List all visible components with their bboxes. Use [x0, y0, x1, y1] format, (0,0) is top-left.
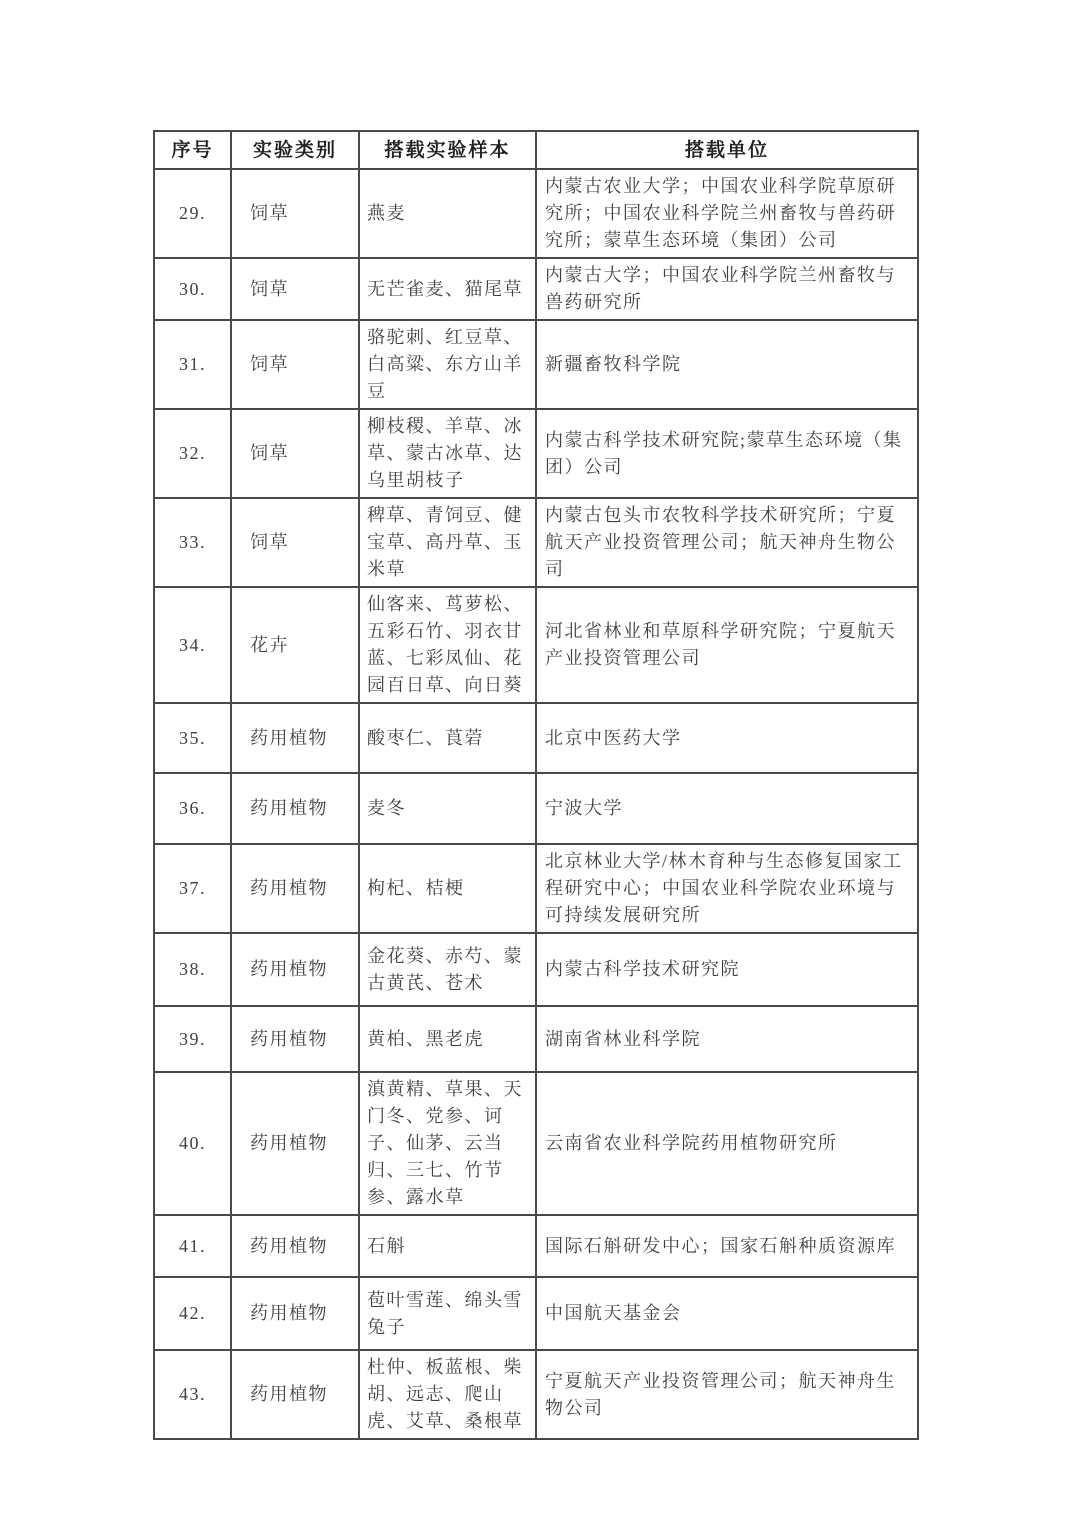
cell-experiment-category: 药用植物 [231, 1215, 359, 1277]
table-body [154, 169, 918, 1439]
cell-serial-number: 39. [154, 1006, 231, 1072]
cell-serial-number: 31. [154, 320, 231, 409]
cell-experiment-category: 饲草 [231, 258, 359, 320]
cell-samples: 仙客来、茑萝松、五彩石竹、羽衣甘蓝、七彩凤仙、花园百日草、向日葵 [359, 587, 536, 703]
cell-serial-number: 32. [154, 409, 231, 498]
cell-units: 河北省林业和草原科学研究院；宁夏航天产业投资管理公司 [536, 587, 918, 703]
table-row [154, 1215, 918, 1277]
column-header-units: 搭载单位 [536, 131, 918, 169]
cell-units: 内蒙古包头市农牧科学技术研究所；宁夏航天产业投资管理公司；航天神舟生物公司 [536, 498, 918, 587]
table-row [154, 844, 918, 933]
cell-samples: 枸杞、桔梗 [359, 844, 536, 933]
table-row [154, 1006, 918, 1072]
cell-samples: 酸枣仁、莨菪 [359, 703, 536, 773]
cell-samples: 稗草、青饲豆、健宝草、高丹草、玉米草 [359, 498, 536, 587]
cell-experiment-category: 花卉 [231, 587, 359, 703]
cell-experiment-category: 药用植物 [231, 1006, 359, 1072]
table-row [154, 320, 918, 409]
cell-experiment-category: 饲草 [231, 498, 359, 587]
cell-serial-number: 29. [154, 169, 231, 258]
cell-serial-number: 38. [154, 933, 231, 1006]
cell-units: 新疆畜牧科学院 [536, 320, 918, 409]
cell-samples: 燕麦 [359, 169, 536, 258]
cell-units: 云南省农业科学院药用植物研究所 [536, 1072, 918, 1215]
cell-serial-number: 37. [154, 844, 231, 933]
cell-units: 国际石斛研发中心；国家石斛种质资源库 [536, 1215, 918, 1277]
cell-samples: 滇黄精、草果、天门冬、党参、诃子、仙茅、云当归、三七、竹节参、露水草 [359, 1072, 536, 1215]
cell-samples: 无芒雀麦、猫尾草 [359, 258, 536, 320]
cell-samples: 黄柏、黑老虎 [359, 1006, 536, 1072]
header-row [154, 131, 918, 169]
cell-serial-number: 40. [154, 1072, 231, 1215]
cell-units: 湖南省林业科学院 [536, 1006, 918, 1072]
column-header-samples: 搭载实验样本 [359, 131, 536, 169]
cell-units: 北京中医药大学 [536, 703, 918, 773]
cell-serial-number: 34. [154, 587, 231, 703]
cell-serial-number: 42. [154, 1277, 231, 1350]
table-row [154, 773, 918, 844]
cell-experiment-category: 药用植物 [231, 1350, 359, 1439]
cell-units: 宁波大学 [536, 773, 918, 844]
cell-serial-number: 43. [154, 1350, 231, 1439]
cell-experiment-category: 药用植物 [231, 933, 359, 1006]
cell-experiment-category: 饲草 [231, 320, 359, 409]
cell-experiment-category: 饲草 [231, 409, 359, 498]
cell-serial-number: 41. [154, 1215, 231, 1277]
cell-experiment-category: 药用植物 [231, 844, 359, 933]
cell-serial-number: 36. [154, 773, 231, 844]
cell-serial-number: 35. [154, 703, 231, 773]
cell-samples: 杜仲、板蓝根、柴胡、远志、爬山虎、艾草、桑根草 [359, 1350, 536, 1439]
cell-experiment-category: 药用植物 [231, 703, 359, 773]
cell-units: 宁夏航天产业投资管理公司；航天神舟生物公司 [536, 1350, 918, 1439]
cell-units: 中国航天基金会 [536, 1277, 918, 1350]
cell-samples: 苞叶雪莲、绵头雪兔子 [359, 1277, 536, 1350]
cell-experiment-category: 饲草 [231, 169, 359, 258]
cell-serial-number: 30. [154, 258, 231, 320]
cell-samples: 麦冬 [359, 773, 536, 844]
table-row [154, 409, 918, 498]
payload-table [153, 130, 919, 1440]
table-row [154, 1350, 918, 1439]
column-header-serial-number: 序号 [154, 131, 231, 169]
cell-experiment-category: 药用植物 [231, 1072, 359, 1215]
cell-samples: 柳枝稷、羊草、冰草、蒙古冰草、达乌里胡枝子 [359, 409, 536, 498]
cell-serial-number: 33. [154, 498, 231, 587]
cell-units: 内蒙古农业大学；中国农业科学院草原研究所；中国农业科学院兰州畜牧与兽药研究所；蒙草生态环境（集团）公司 [536, 169, 918, 258]
table-row [154, 1277, 918, 1350]
cell-samples: 金花葵、赤芍、蒙古黄芪、苍术 [359, 933, 536, 1006]
table-row [154, 587, 918, 703]
cell-experiment-category: 药用植物 [231, 1277, 359, 1350]
cell-samples: 石斛 [359, 1215, 536, 1277]
table-row [154, 169, 918, 258]
table-row [154, 1072, 918, 1215]
column-header-experiment-category: 实验类别 [231, 131, 359, 169]
table-row [154, 933, 918, 1006]
cell-experiment-category: 药用植物 [231, 773, 359, 844]
cell-units: 内蒙古科学技术研究院;蒙草生态环境（集团）公司 [536, 409, 918, 498]
cell-units: 内蒙古科学技术研究院 [536, 933, 918, 1006]
cell-samples: 骆驼刺、红豆草、白高粱、东方山羊豆 [359, 320, 536, 409]
table-row [154, 703, 918, 773]
table-row [154, 258, 918, 320]
cell-units: 内蒙古大学；中国农业科学院兰州畜牧与兽药研究所 [536, 258, 918, 320]
cell-units: 北京林业大学/林木育种与生态修复国家工程研究中心；中国农业科学院农业环境与可持续发展研究所 [536, 844, 918, 933]
table-row [154, 498, 918, 587]
